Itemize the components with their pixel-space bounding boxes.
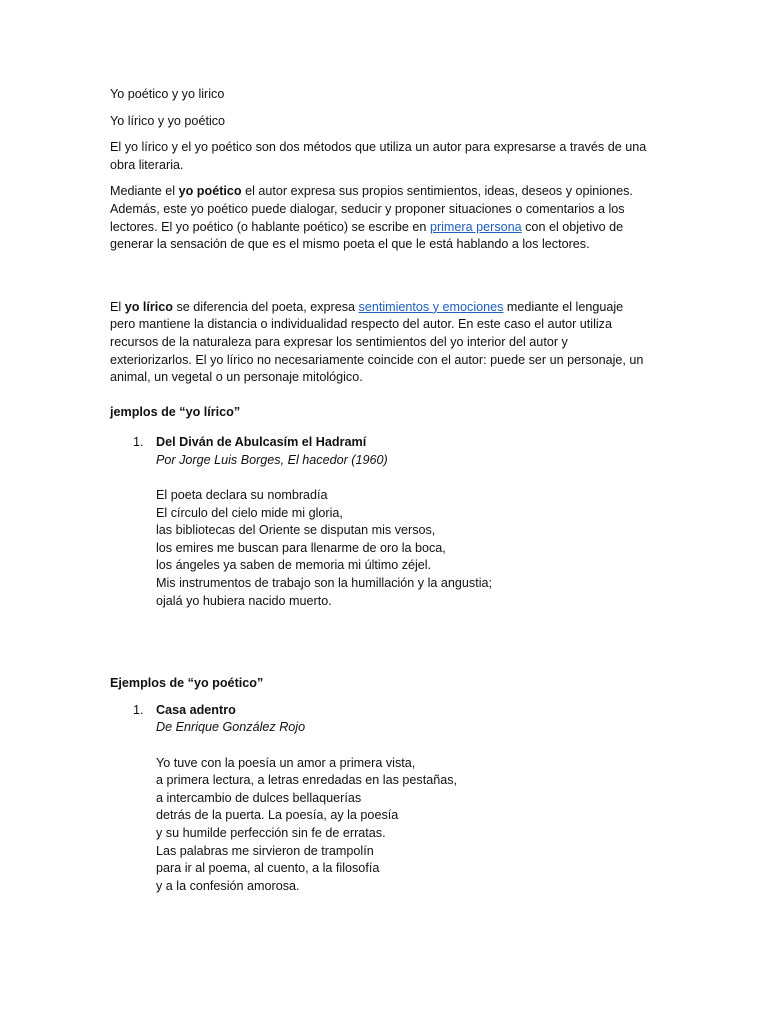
poem-line: a intercambio de dulces bellaquerías xyxy=(156,790,362,805)
doc-line-2: Yo lírico y yo poético xyxy=(110,113,226,128)
poem-line: ojalá yo hubiera nacido muerto. xyxy=(156,593,332,608)
poem-line: El círculo del cielo mide mi gloria, xyxy=(156,505,343,520)
poem-line: los ángeles ya saben de memoria mi último zéjel. xyxy=(156,558,432,573)
poem-author: De Enrique González Rojo xyxy=(156,720,306,735)
yo-lirico-paragraph xyxy=(110,299,650,387)
poem-line: detrás de la puerta. La poesía, ay la poesía xyxy=(156,808,399,823)
bold-term-yo-lirico: yo lírico xyxy=(124,299,173,314)
poem-title: Casa adentro xyxy=(156,702,236,717)
poem-line: El poeta declara su nombradía xyxy=(156,488,328,503)
poem-line: para ir al poema, al cuento, a la filosofía xyxy=(156,861,380,876)
text-span: Mediante el xyxy=(110,184,179,199)
poem-line: Yo tuve con la poesía un amor a primera vista, xyxy=(156,755,416,770)
bold-term-yo-poetico: yo poético xyxy=(178,184,242,199)
text-span: se diferencia del poeta, expresa xyxy=(173,299,359,314)
document-body xyxy=(110,86,650,895)
poem-title: Del Diván de Abulcasím el Hadramí xyxy=(156,435,367,450)
poem-line: las bibliotecas del Oriente se disputan mis versos, xyxy=(156,523,436,538)
heading-yo-poetico: Ejemplos de “yo poético” xyxy=(110,676,264,691)
text-span: El xyxy=(110,299,125,314)
text-span: con el objetivo de generar la sensación de que es el mismo poeta el que le está hablando a los lectores. xyxy=(110,219,624,252)
poem-line: y a la confesión amorosa. xyxy=(156,878,300,893)
poem-line: a primera lectura, a letras enredadas en las pestañas, xyxy=(156,773,458,788)
poem-author: Por Jorge Luis Borges, El hacedor (1960) xyxy=(156,452,388,467)
intro-paragraph: El yo lírico y el yo poético son dos métodos que utiliza un autor para expresarse a través de una obra literaria. xyxy=(110,140,647,172)
list-number: 1. xyxy=(133,702,144,717)
poem-line: los emires me buscan para llenarme de oro la boca, xyxy=(156,540,446,555)
list-number: 1. xyxy=(133,435,144,450)
poem-line: Mis instrumentos de trabajo son la humillación y la angustia; xyxy=(156,576,493,591)
link-sentimientos-emociones[interactable]: sentimientos y emociones xyxy=(358,299,504,314)
list-item xyxy=(110,434,650,610)
doc-line-1: Yo poético y yo lirico xyxy=(110,87,225,101)
list-item xyxy=(110,702,650,896)
yo-poetico-paragraph xyxy=(110,183,650,253)
poem-line: y su humilde perfección sin fe de erratas. xyxy=(156,826,386,840)
poem-line: Las palabras me sirvieron de trampolín xyxy=(156,843,374,858)
link-primera-persona[interactable]: primera persona xyxy=(429,219,522,234)
poem-lines xyxy=(156,487,650,610)
poem-lines xyxy=(156,755,650,896)
heading-yo-lirico: jemplos de “yo lírico” xyxy=(110,404,241,419)
text-span: el autor expresa sus propios sentimientos, ideas, deseos y opiniones. Además, este yo poético puede dialogar, seducir y proponer situaciones o comentarios a los lectores. El yo poético (o hablante poético) se escribe en xyxy=(110,184,633,234)
text-span: mediante el lenguaje pero mantiene la distancia o individualidad respecto del autor. En este caso el autor utiliza recursos de la naturaleza para expresar los sentimientos del yo interior del autor y exteriorizarlos. El yo lírico no necesariamente coincide con el autor: puede ser un personaje, un animal, un vegetal o un personaje mitológico. xyxy=(110,299,644,385)
